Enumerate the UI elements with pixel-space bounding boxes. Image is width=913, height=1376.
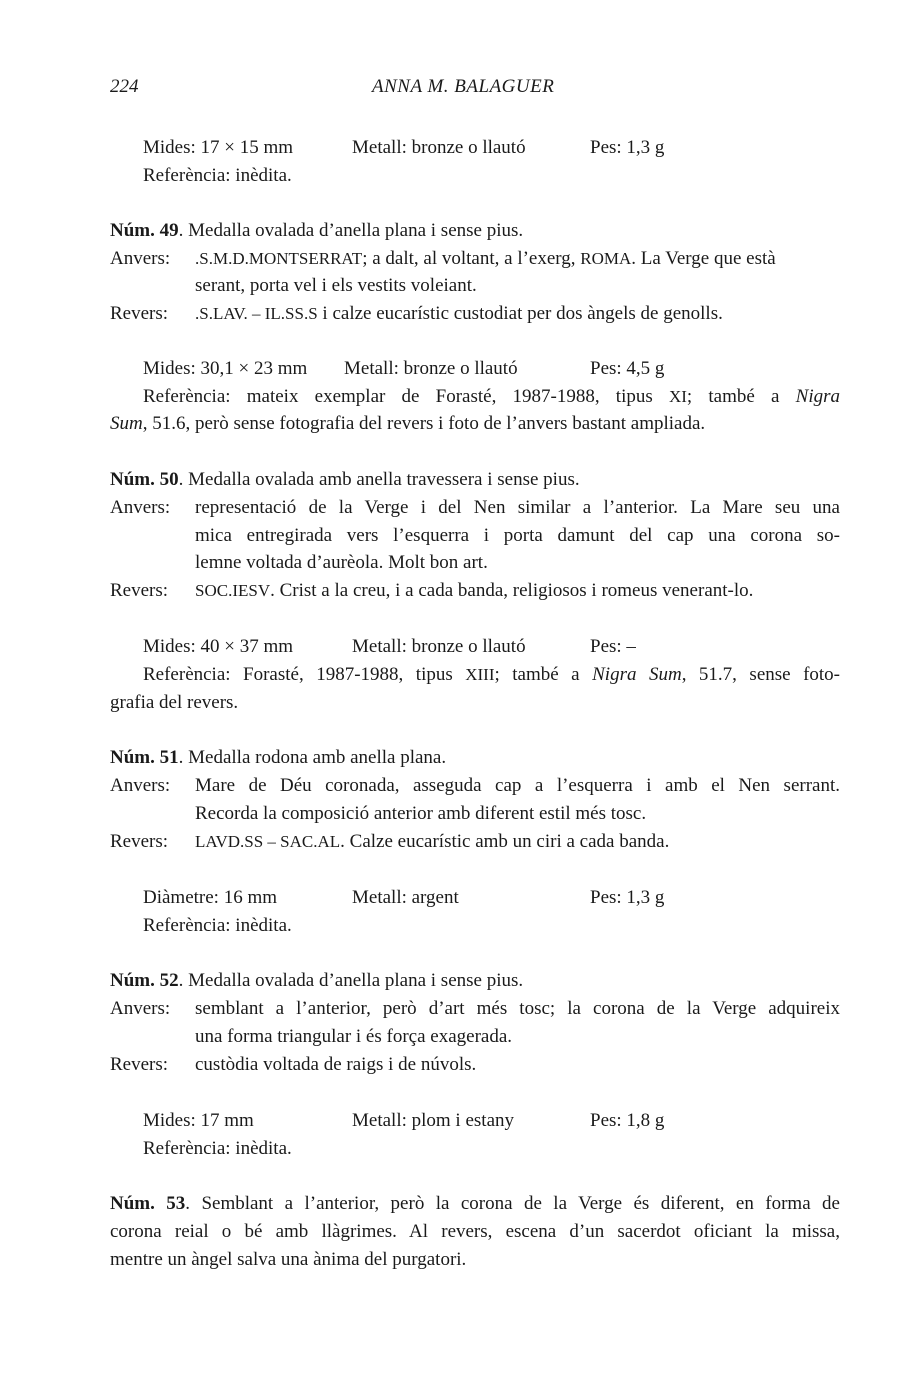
running-head-title: ANNA M. BALAGUER bbox=[372, 76, 555, 97]
entry49-revers bbox=[110, 301, 723, 327]
entry52-number: Núm. 52 bbox=[110, 970, 179, 991]
entry52-measurements bbox=[110, 1108, 810, 1134]
entry53-text: . Semblant a l’anterior, però la corona de la Verge és diferent, en forma de bbox=[185, 1193, 840, 1214]
entry50-number: Núm. 50 bbox=[110, 469, 179, 490]
entry49-anvers-label: Anvers: bbox=[110, 248, 171, 269]
entry51-metal: Metall: argent bbox=[352, 887, 459, 908]
entry49-title: . Medalla ovalada d’anella plana i sense pius. bbox=[178, 220, 524, 241]
entry52-anvers-line2: una forma triangular i és força exagerada. bbox=[195, 1026, 513, 1047]
entry49-heading bbox=[110, 218, 523, 244]
page-number: 224 bbox=[110, 76, 139, 97]
entry50-anvers-label: Anvers: bbox=[110, 497, 171, 518]
entry51-number: Núm. 51 bbox=[110, 747, 179, 768]
entry51-revers-legend: LAVD.SS – SAC.AL bbox=[195, 832, 341, 851]
entry50-revers-label: Revers: bbox=[110, 580, 169, 601]
entry52-revers bbox=[110, 1052, 476, 1078]
entry49-reference-also: ; també a bbox=[686, 386, 796, 407]
entry52-heading bbox=[110, 968, 523, 994]
entry50-title: . Medalla ovalada amb anella travessera i sense pius. bbox=[178, 469, 580, 490]
entry50-reference-line2: grafia del revers. bbox=[110, 692, 239, 713]
entry49-anvers-text-2: . La Verge que està bbox=[631, 248, 776, 269]
entry48-reference: Referència: inèdita. bbox=[143, 165, 292, 186]
running-header bbox=[110, 76, 845, 102]
entry49-weight: Pes: 4,5 g bbox=[590, 358, 665, 379]
entry49-reference-line1 bbox=[143, 384, 840, 410]
entry50-anvers-line1: representació de la Verge i del Nen similar a l’anterior. La Mare seu una bbox=[195, 497, 840, 518]
entry49-reference-sum: Sum bbox=[110, 413, 143, 434]
entry53-line3: mentre un àngel salva una ànima del purgatori. bbox=[110, 1249, 467, 1270]
entry51-revers bbox=[110, 829, 669, 855]
entry48-metal: Metall: bronze o llautó bbox=[352, 137, 526, 158]
entry50-heading bbox=[110, 467, 580, 493]
entry52-revers-label: Revers: bbox=[110, 1054, 169, 1075]
entry50-weight: Pes: – bbox=[590, 636, 636, 657]
entry49-anvers-legend: .S.M.D.MONTSERRAT bbox=[195, 249, 363, 268]
entry50-reference-text-2: , 51.7, sense foto- bbox=[681, 664, 840, 685]
entry51-anvers-line1: Mare de Déu coronada, asseguda cap a l’esquerra i amb el Nen serrant. bbox=[195, 775, 840, 796]
entry51-title: . Medalla rodona amb anella plana. bbox=[178, 747, 447, 768]
entry53-number: Núm. 53 bbox=[110, 1193, 186, 1214]
entry49-reference-line2 bbox=[110, 411, 705, 437]
entry52-metal: Metall: plom i estany bbox=[352, 1110, 515, 1131]
entry50-anvers bbox=[110, 495, 195, 521]
entry51-heading bbox=[110, 745, 446, 771]
entry52-anvers-line1: semblant a l’anterior, però d’art més tosc; la corona de la Verge adquireix bbox=[195, 998, 840, 1019]
entry50-revers bbox=[110, 578, 753, 604]
entry49-anvers bbox=[110, 246, 776, 272]
entry51-diameter: Diàmetre: 16 mm bbox=[143, 887, 278, 908]
entry51-measurements bbox=[110, 885, 810, 911]
entry53-line1 bbox=[110, 1191, 840, 1217]
entry49-reference-tipus: XI bbox=[668, 387, 687, 406]
entry52-revers-text: custòdia voltada de raigs i de núvols. bbox=[195, 1054, 477, 1075]
entry52-anvers-label: Anvers: bbox=[110, 998, 171, 1019]
entry51-revers-label: Revers: bbox=[110, 831, 169, 852]
entry51-anvers-label: Anvers: bbox=[110, 775, 171, 796]
entry49-revers-legend: .S.LAV. – IL.SS.S bbox=[195, 304, 318, 323]
entry51-anvers bbox=[110, 773, 195, 799]
entry52-anvers bbox=[110, 996, 195, 1022]
entry49-reference-text-2: , 51.6, però sense fotografia del revers i foto de l’anvers bastant ampliada. bbox=[142, 413, 706, 434]
entry48-size: Mides: 17 × 15 mm bbox=[143, 137, 294, 158]
entry49-anvers-text: ; a dalt, al voltant, a l’exerg, bbox=[362, 248, 581, 269]
entry49-anvers-legend-roma: ROMA bbox=[580, 249, 632, 268]
entry51-reference: Referència: inèdita. bbox=[143, 915, 292, 936]
entry49-reference-text: Referència: mateix exemplar de Forasté, 1987-1988, tipus bbox=[143, 386, 669, 407]
entry49-metal: Metall: bronze o llautó bbox=[344, 358, 518, 379]
entry49-revers-label: Revers: bbox=[110, 303, 169, 324]
entry52-weight: Pes: 1,8 g bbox=[590, 1110, 665, 1131]
entry51-anvers-line2: Recorda la composició anterior amb diferent estil més tosc. bbox=[195, 803, 647, 824]
entry50-revers-text: . Crist a la creu, i a cada banda, religiosos i romeus venerant-lo. bbox=[270, 580, 754, 601]
entry50-reference-text: Referència: Forasté, 1987-1988, tipus bbox=[143, 664, 466, 685]
entry49-anvers-line2: serant, porta vel i els vestits voleiant. bbox=[195, 275, 477, 296]
entry48-weight: Pes: 1,3 g bbox=[590, 137, 665, 158]
entry49-size: Mides: 30,1 × 23 mm bbox=[143, 358, 308, 379]
entry48-measurements bbox=[110, 135, 810, 161]
entry53-line2: corona reial o bé amb llàgrimes. Al revers, escena d’un sacerdot oficiant la missa, bbox=[110, 1221, 840, 1242]
entry52-reference: Referència: inèdita. bbox=[143, 1138, 292, 1159]
entry49-revers-text: i calze eucarístic custodiat per dos àngels de genolls. bbox=[317, 303, 723, 324]
entry50-revers-legend: SOC.IESV bbox=[195, 581, 271, 600]
entry50-anvers-line3: lemne voltada d’aurèola. Molt bon art. bbox=[195, 552, 488, 573]
entry51-revers-text: . Calze eucarístic amb un ciri a cada banda. bbox=[340, 831, 670, 852]
entry52-title: . Medalla ovalada d’anella plana i sense pius. bbox=[178, 970, 524, 991]
entry50-reference-tipus: XIII bbox=[465, 665, 495, 684]
entry50-reference-nigra-sum: Nigra Sum bbox=[592, 664, 682, 685]
entry49-number: Núm. 49 bbox=[110, 220, 179, 241]
entry49-reference-nigra: Nigra bbox=[795, 386, 840, 407]
entry49-measurements bbox=[110, 356, 810, 382]
entry51-weight: Pes: 1,3 g bbox=[590, 887, 665, 908]
entry50-metal: Metall: bronze o llautó bbox=[352, 636, 526, 657]
entry50-size: Mides: 40 × 37 mm bbox=[143, 636, 294, 657]
entry50-reference-also: ; també a bbox=[494, 664, 593, 685]
entry50-measurements bbox=[110, 634, 810, 660]
entry50-anvers-line2: mica entregirada vers l’esquerra i porta damunt del cap una corona so- bbox=[195, 525, 840, 546]
entry52-size: Mides: 17 mm bbox=[143, 1110, 254, 1131]
entry50-reference-line1 bbox=[143, 662, 840, 688]
